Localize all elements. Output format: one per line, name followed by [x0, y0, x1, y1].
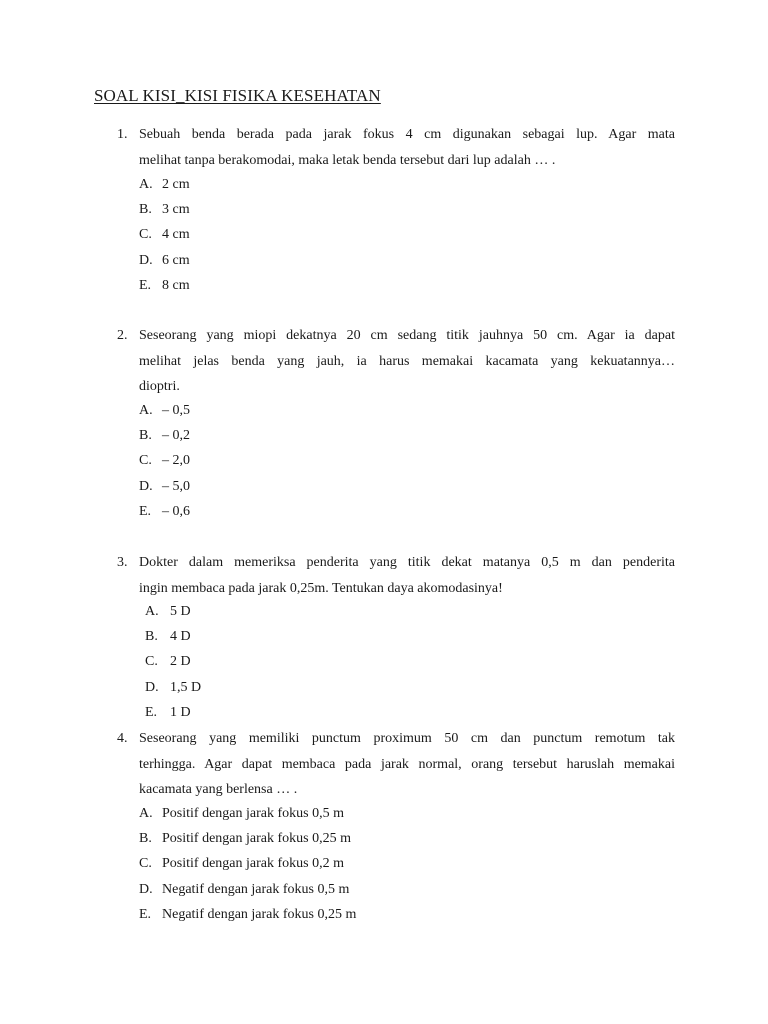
- option-text: – 5,0: [162, 478, 190, 494]
- question-text: [139, 726, 675, 803]
- question-line: dioptri.: [139, 379, 180, 394]
- option-letter: D.: [139, 478, 153, 494]
- option-text: – 2,0: [162, 453, 190, 469]
- option-text: 2 D: [170, 654, 191, 670]
- question-line: ingin membaca pada jarak 0,25m. Tentukan daya akomodasinya!: [139, 580, 503, 596]
- question-line: melihat jelas benda yang jauh, ia harus memakai kacamata yang kekuatannya…: [139, 353, 675, 369]
- option-letter: A.: [139, 806, 153, 821]
- question-number: 3.: [117, 555, 128, 570]
- question-line: melihat tanpa berakomodai, maka letak benda tersebut dari lup adalah … .: [139, 152, 556, 168]
- question-line: Dokter dalam memeriksa penderita yang titik dekat matanya 0,5 m dan penderita: [139, 555, 675, 570]
- question-number: 4.: [117, 731, 128, 746]
- option-text: 5 D: [170, 604, 191, 619]
- question-number: 2.: [117, 328, 128, 343]
- option-letter: A.: [139, 403, 153, 418]
- question-number: 1.: [117, 127, 128, 142]
- option-letter: D.: [139, 881, 153, 897]
- option-text: Negatif dengan jarak fokus 0,25 m: [162, 906, 357, 922]
- option-letter: E.: [145, 704, 158, 720]
- option-letter: E.: [139, 277, 152, 293]
- option-letter: E.: [139, 906, 152, 922]
- option-text: 4 D: [170, 629, 191, 645]
- question-line: Seseorang yang miopi dekatnya 20 cm sedang titik jauhnya 50 cm. Agar ia dapat: [139, 328, 675, 343]
- option-letter: B.: [145, 629, 158, 645]
- option-text: Positif dengan jarak fokus 0,2 m: [162, 856, 344, 872]
- option-letter: A.: [145, 604, 159, 619]
- option-text: Positif dengan jarak fokus 0,25 m: [162, 831, 351, 847]
- option-letter: E.: [139, 503, 152, 519]
- option-text: 1 D: [170, 704, 191, 720]
- option-letter: B.: [139, 831, 152, 847]
- question-text: [139, 122, 675, 173]
- option-letter: A.: [139, 177, 153, 192]
- option-letter: D.: [145, 679, 159, 695]
- option-letter: B.: [139, 202, 152, 218]
- option-text: – 0,5: [162, 403, 190, 418]
- option-text: 3 cm: [162, 202, 190, 218]
- option-text: 6 cm: [162, 252, 190, 268]
- option-letter: C.: [139, 453, 152, 469]
- option-letter: C.: [145, 654, 158, 670]
- option-letter: C.: [139, 227, 152, 243]
- question-text: [139, 550, 675, 601]
- option-text: – 0,6: [162, 503, 190, 519]
- option-text: – 0,2: [162, 428, 190, 444]
- question-line: kacamata yang berlensa … .: [139, 782, 298, 797]
- option-text: Positif dengan jarak fokus 0,5 m: [162, 806, 344, 821]
- option-letter: D.: [139, 252, 153, 268]
- question-line: terhingga. Agar dapat membaca pada jarak normal, orang tersebut haruslah memakai: [139, 756, 675, 772]
- option-text: 2 cm: [162, 177, 190, 192]
- option-text: 4 cm: [162, 227, 190, 243]
- question-line: Seseorang yang memiliki punctum proximum 50 cm dan punctum remotum tak: [139, 731, 675, 746]
- option-text: 8 cm: [162, 277, 190, 293]
- question-text: [139, 323, 675, 400]
- option-letter: C.: [139, 856, 152, 872]
- option-letter: B.: [139, 428, 152, 444]
- option-text: Negatif dengan jarak fokus 0,5 m: [162, 881, 350, 897]
- option-text: 1,5 D: [170, 679, 202, 695]
- page-title: SOAL KISI_KISI FISIKA KESEHATAN: [94, 86, 381, 105]
- question-line: Sebuah benda berada pada jarak fokus 4 cm digunakan sebagai lup. Agar mata: [139, 127, 675, 142]
